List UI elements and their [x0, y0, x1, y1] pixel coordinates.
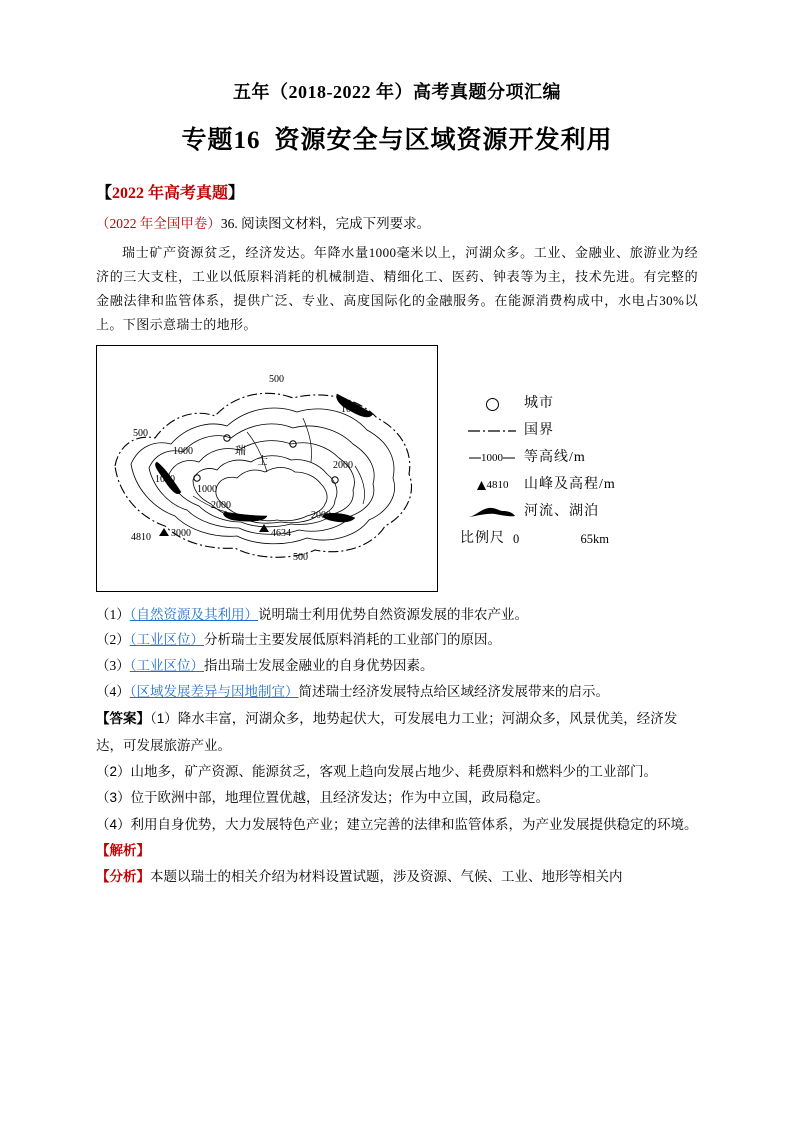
question-number: 36.	[220, 216, 238, 231]
contour-label: 500	[133, 427, 148, 439]
sub-question-number: （3）	[96, 658, 130, 674]
legend-row-peak	[460, 472, 616, 499]
map-scale	[460, 532, 616, 546]
city-circle-icon	[460, 398, 524, 411]
peak-elevation-label: 4634	[271, 527, 291, 539]
river-lake-icon	[460, 505, 524, 519]
topic-number: 专题16	[181, 127, 261, 154]
map-legend	[460, 345, 616, 592]
contour-label: 2000	[311, 509, 331, 521]
analysis-label: 【解析】	[96, 842, 150, 858]
sub-question-text: 说明瑞士利用优势自然资源发展的非农产业。	[258, 606, 528, 622]
contour-label: 500	[269, 373, 284, 385]
scale-min: 0	[513, 531, 520, 546]
contour-label: 500	[293, 551, 308, 563]
question-source: （2022 年全国甲卷）	[96, 216, 221, 231]
question-passage: 瑞士矿产资源贫乏，经济发达。年降水量1000毫米以上，河湖众多。工业、金融业、旅游业为经济的三大支柱，工业以低原料消耗的机械制造、精细化工、医药、钟表等为主，技术先进。有完整的金融法律和监管体系，提供广泛、专业、高度国际化的金融服务。在能源消费构成中，水电占30%以上。下图示意瑞士的地形。	[96, 244, 698, 332]
section-label: 2022 年高考真题	[112, 185, 229, 202]
scale-bar	[513, 533, 609, 546]
peak-legend-value: 4810	[486, 478, 509, 491]
contour-label: 2000	[333, 459, 353, 471]
sub-question-tag[interactable]: （区域发展差异与因地制宜）	[129, 683, 299, 699]
sub-question-number: （1）	[96, 606, 130, 622]
map-svg	[97, 346, 437, 591]
legend-label: 城市	[524, 396, 554, 412]
contour-label: 1000	[155, 473, 175, 485]
section-header	[96, 180, 698, 203]
contour-legend-value: 1000	[481, 451, 503, 464]
peak-triangle-icon	[460, 480, 524, 491]
peak-elevation-label: 4810	[131, 531, 151, 543]
page-title	[96, 120, 698, 156]
legend-row-contour	[460, 445, 616, 472]
series-header: 五年（2018-2022 年）高考真题分项汇编	[233, 82, 561, 102]
contour-label: 1000	[341, 403, 361, 415]
sub-question-tag[interactable]: （自然资源及其利用）	[129, 606, 258, 622]
legend-label: 等高线/m	[524, 450, 586, 466]
analysis-sub-label: 【分析】	[96, 869, 150, 885]
legend-label: 河流、湖泊	[524, 504, 599, 520]
contour-line-icon	[460, 453, 524, 464]
legend-row-border	[460, 418, 616, 445]
answer-block	[96, 706, 698, 759]
analysis-text: 本题以瑞士的相关介绍为材料设置试题，涉及资源、气候、工业、地形等相关内	[150, 869, 623, 885]
national-border-icon	[460, 426, 524, 436]
sub-question-4	[96, 679, 698, 705]
legend-label: 山峰及高程/m	[524, 477, 616, 493]
answer-item-2: （2）山地多，矿产资源、能源贫乏，客观上趋向发展占地少、耗费原料和燃料少的工业部门。	[96, 763, 658, 779]
sub-question-number: （2）	[96, 632, 130, 648]
analysis-text-row	[96, 864, 698, 890]
bracket-open: 【	[96, 185, 113, 202]
answer-item-4: （4）利用自身优势，大力发展特色产业；建立完善的法律和监管体系，为产业发展提供稳定的环境。	[96, 816, 698, 832]
legend-row-city	[460, 391, 616, 418]
sub-question-text: 指出瑞士发展金融业的自身优势因素。	[204, 658, 434, 674]
scale-numbers	[513, 533, 609, 546]
answer-item-3: （3）位于欧洲中部，地理位置优越，且经济发达；作为中立国，政局稳定。	[96, 790, 550, 806]
answer-item-4-row	[96, 812, 698, 838]
bracket-close: 】	[228, 185, 245, 202]
sub-question-2	[96, 627, 698, 653]
sub-question-1	[96, 602, 698, 628]
legend-label: 国界	[524, 423, 554, 439]
topic-title: 资源安全与区域资源开发利用	[274, 127, 613, 154]
sub-question-tag[interactable]: （工业区位）	[129, 632, 204, 648]
legend-row-river	[460, 499, 616, 526]
map-image	[96, 345, 438, 592]
contour-label: 1000	[197, 483, 217, 495]
answer-label: 【答案】	[96, 711, 150, 727]
country-name-char-2: 士	[257, 454, 268, 467]
contour-label: 2000	[211, 499, 231, 511]
page-content	[96, 78, 698, 891]
contour-label: 1000	[173, 445, 193, 457]
scale-label: 比例尺	[460, 530, 505, 546]
sub-question-3	[96, 653, 698, 679]
sub-question-list	[96, 602, 698, 705]
scale-max: 65km	[580, 531, 609, 546]
sub-question-tag[interactable]: （工业区位）	[129, 658, 204, 674]
answer-item-3-row	[96, 785, 698, 811]
question-stem: 阅读图文材料，完成下列要求。	[241, 216, 431, 231]
question-header	[96, 213, 698, 235]
sub-question-text: 简述瑞士经济发展特点给区域经济发展带来的启示。	[298, 683, 609, 699]
sub-question-text: 分析瑞士主要发展低原料消耗的工业部门的原因。	[204, 632, 501, 648]
answer-item-1: （1）降水丰富，河湖众多，地势起伏大，可发展电力工业；河湖众多，风景优美，经济发达，可发展旅游产业。	[96, 711, 678, 753]
country-name-char-1: 瑞	[235, 444, 246, 457]
sub-question-number: （4）	[96, 683, 130, 699]
analysis-label-row	[96, 838, 698, 864]
contour-label: 3000	[171, 527, 191, 539]
answer-item-2-row	[96, 759, 698, 785]
figure-block	[96, 345, 698, 592]
